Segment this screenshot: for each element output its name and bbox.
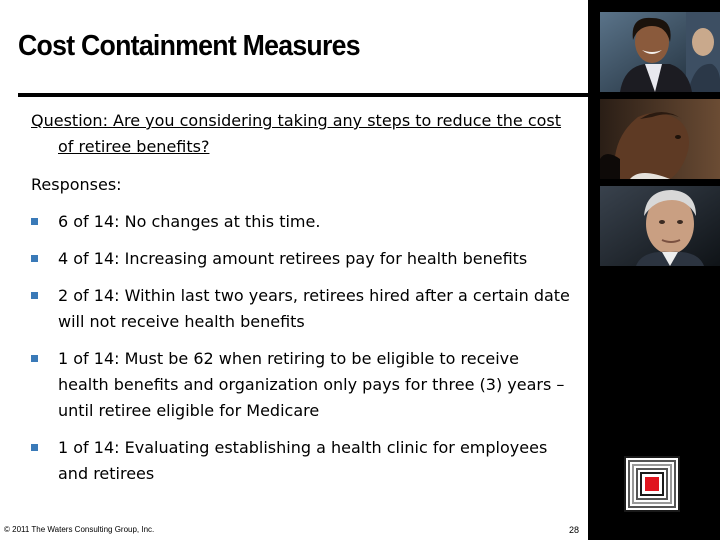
- copyright-footer: © 2011 The Waters Consulting Group, Inc.: [4, 525, 155, 534]
- response-text: 6 of 14: No changes at this time.: [58, 212, 321, 231]
- survey-question: Question: Are you considering taking any steps to reduce the cost of retiree benefits?: [31, 111, 562, 156]
- slide-title: Cost Containment Measures: [18, 30, 360, 62]
- list-item: [31, 435, 571, 487]
- responses-heading: Responses:: [31, 175, 122, 194]
- company-logo-icon: [624, 456, 680, 512]
- response-text: 2 of 14: Within last two years, retirees hired after a certain date will not receive health benefits: [58, 286, 570, 331]
- responses-list: [31, 209, 571, 487]
- list-item: [31, 246, 571, 272]
- bullet-square-icon: [31, 444, 38, 451]
- bullet-square-icon: [31, 255, 38, 262]
- response-text: 1 of 14: Must be 62 when retiring to be eligible to receive health benefits and organization only pays for three (3) years – until retiree eligible for Medicare: [58, 349, 565, 420]
- photo-woman-smiling: [600, 12, 720, 92]
- title-divider: [18, 93, 588, 97]
- list-item: [31, 346, 571, 424]
- photo-older-man: [600, 186, 720, 266]
- response-text: 4 of 14: Increasing amount retirees pay for health benefits: [58, 249, 528, 268]
- list-item: [31, 283, 571, 335]
- slide-content: [31, 108, 571, 487]
- list-item: [31, 209, 571, 235]
- page-number: 28: [569, 525, 580, 535]
- bullet-square-icon: [31, 218, 38, 225]
- photo-man-profile: [600, 99, 720, 179]
- response-text: 1 of 14: Evaluating establishing a health clinic for employees and retirees: [58, 438, 548, 483]
- bullet-square-icon: [31, 292, 38, 299]
- bullet-square-icon: [31, 355, 38, 362]
